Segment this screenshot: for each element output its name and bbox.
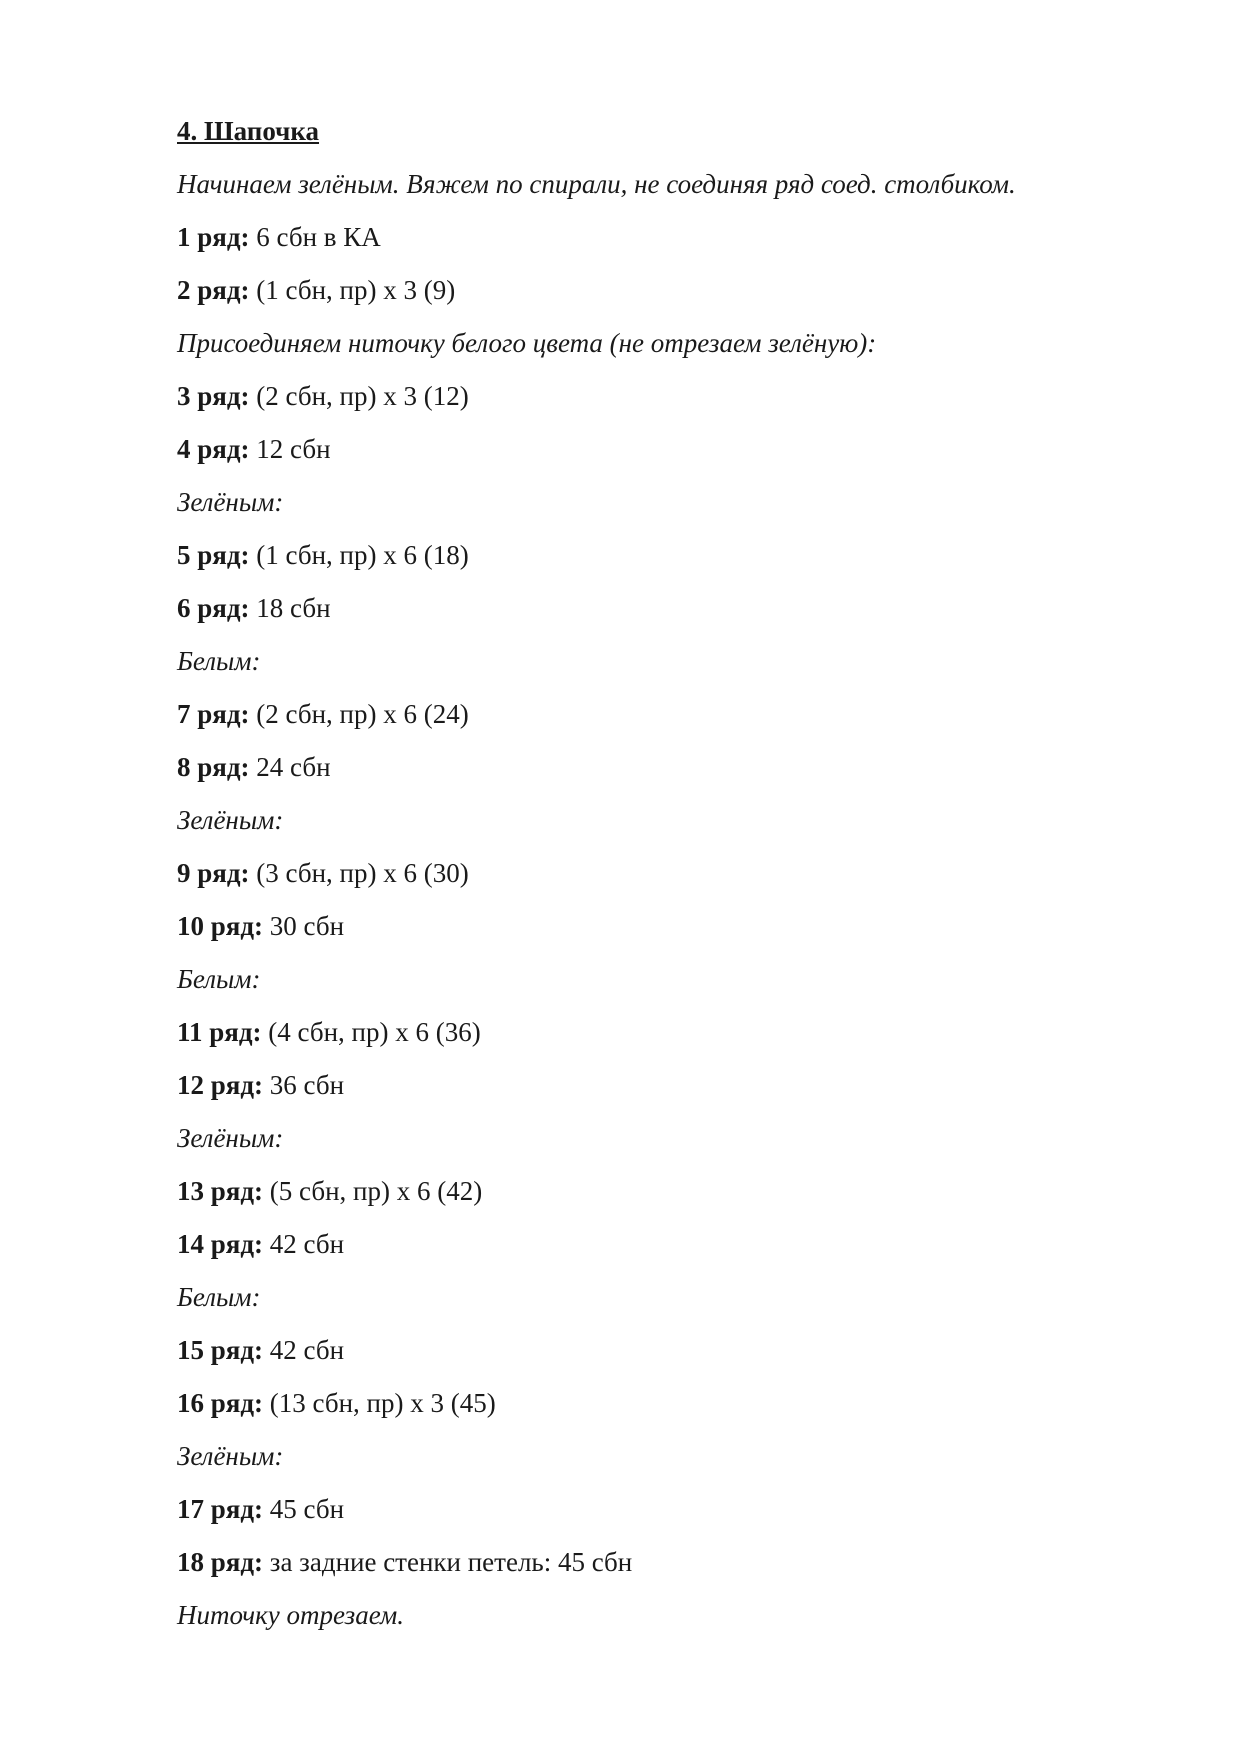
pattern-row [177, 1390, 1137, 1443]
instruction-note: Зелёным: [177, 805, 284, 835]
row-label: 11 ряд: [177, 1017, 262, 1047]
row-instruction: (5 сбн, пр) х 6 (42) [263, 1176, 483, 1206]
row-instruction: 42 сбн [263, 1229, 345, 1259]
row-label: 3 ряд: [177, 381, 250, 411]
row-instruction: (2 сбн, пр) х 3 (12) [249, 381, 469, 411]
pattern-row [177, 1072, 1137, 1125]
row-instruction: (1 сбн, пр) х 6 (18) [249, 540, 469, 570]
pattern-row [177, 754, 1137, 807]
instruction-note: Зелёным: [177, 487, 284, 517]
row-label: 13 ряд: [177, 1176, 264, 1206]
row-instruction: 45 сбн [263, 1494, 345, 1524]
pattern-row [177, 277, 1137, 330]
row-instruction: (3 сбн, пр) х 6 (30) [249, 858, 469, 888]
row-label: 12 ряд: [177, 1070, 264, 1100]
row-instruction: 12 сбн [249, 434, 331, 464]
instruction-note: Белым: [177, 646, 261, 676]
instruction-note: Белым: [177, 1282, 261, 1312]
row-instruction: 18 сбн [249, 593, 331, 623]
row-label: 10 ряд: [177, 911, 264, 941]
row-label: 4 ряд: [177, 434, 250, 464]
document-page [177, 118, 1137, 1655]
pattern-row [177, 1337, 1137, 1390]
row-label: 16 ряд: [177, 1388, 264, 1418]
row-instruction: за задние стенки петель: 45 сбн [263, 1547, 633, 1577]
row-instruction: (13 сбн, пр) х 3 (45) [263, 1388, 496, 1418]
instruction-note: Белым: [177, 964, 261, 994]
row-instruction: 24 сбн [249, 752, 331, 782]
pattern-row [177, 383, 1137, 436]
row-label: 6 ряд: [177, 593, 250, 623]
row-label: 17 ряд: [177, 1494, 264, 1524]
instruction-note: Ниточку отрезаем. [177, 1600, 404, 1630]
pattern-row [177, 1178, 1137, 1231]
instruction-note: Зелёным: [177, 1123, 284, 1153]
row-label: 7 ряд: [177, 699, 250, 729]
pattern-row [177, 1019, 1137, 1072]
row-instruction: 42 сбн [263, 1335, 345, 1365]
pattern-row [177, 436, 1137, 489]
row-label: 14 ряд: [177, 1229, 264, 1259]
instruction-note: Зелёным: [177, 1441, 284, 1471]
row-instruction: 30 сбн [263, 911, 345, 941]
pattern-row [177, 595, 1137, 648]
row-label: 18 ряд: [177, 1547, 264, 1577]
section-title: 4. Шапочка [177, 116, 320, 146]
row-label: 8 ряд: [177, 752, 250, 782]
row-label: 9 ряд: [177, 858, 250, 888]
row-label: 2 ряд: [177, 275, 250, 305]
row-instruction: (4 сбн, пр) х 6 (36) [261, 1017, 481, 1047]
instruction-note: Присоединяем ниточку белого цвета (не отрезаем зелёную): [177, 328, 877, 358]
instruction-note: Начинаем зелёным. Вяжем по спирали, не соединяя ряд соед. столбиком. [177, 169, 1016, 199]
row-label: 1 ряд: [177, 222, 250, 252]
pattern-row [177, 913, 1137, 966]
row-label: 15 ряд: [177, 1335, 264, 1365]
row-instruction: 6 сбн в КА [249, 222, 381, 252]
row-label: 5 ряд: [177, 540, 250, 570]
pattern-row [177, 542, 1137, 595]
pattern-row [177, 860, 1137, 913]
pattern-lines [177, 171, 1137, 1655]
pattern-row [177, 224, 1137, 277]
row-instruction: (2 сбн, пр) х 6 (24) [249, 699, 469, 729]
pattern-row [177, 701, 1137, 754]
pattern-row [177, 1496, 1137, 1549]
row-instruction: 36 сбн [263, 1070, 345, 1100]
row-instruction: (1 сбн, пр) х 3 (9) [249, 275, 456, 305]
pattern-row [177, 1231, 1137, 1284]
pattern-row [177, 1549, 1137, 1602]
